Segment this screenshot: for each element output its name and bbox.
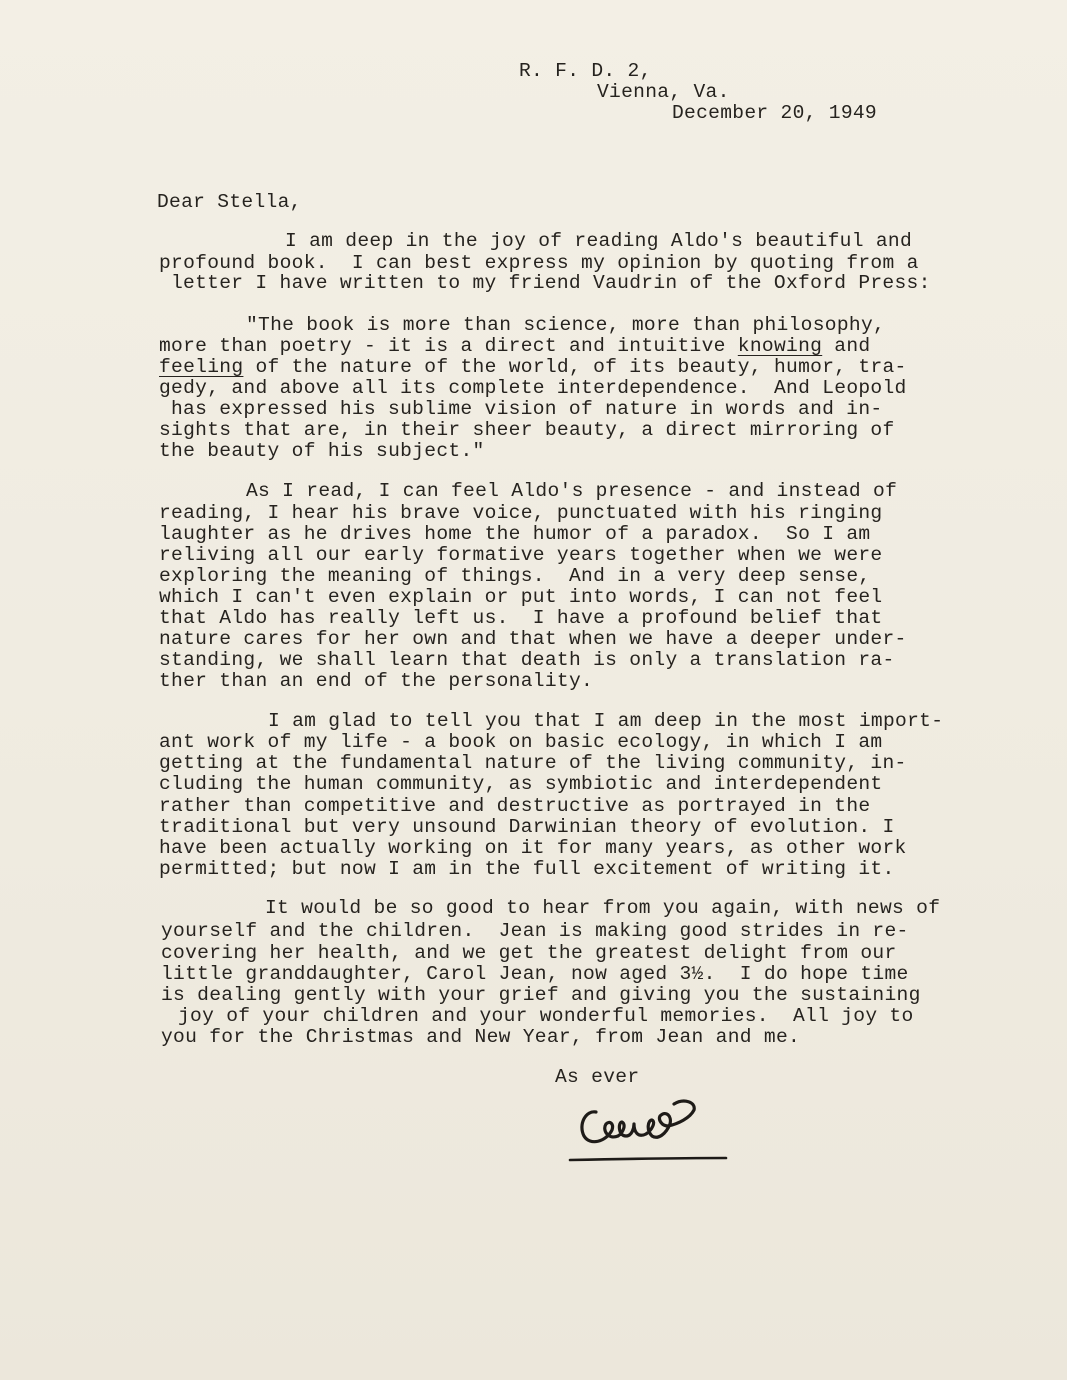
address-line-1: R. F. D. 2, bbox=[519, 60, 652, 82]
body-line: ant work of my life - a book on basic ecology, in which I am bbox=[159, 731, 883, 753]
quote-text: more than poetry - it is a direct and intuitive bbox=[159, 335, 738, 357]
body-line: reading, I hear his brave voice, punctuated with his ringing bbox=[159, 502, 883, 524]
body-line: cluding the human community, as symbiotic and interdependent bbox=[159, 773, 883, 795]
handwritten-signature bbox=[560, 1080, 750, 1180]
quote-line: gedy, and above all its complete interdependence. And Leopold bbox=[159, 377, 907, 399]
body-line: ther than an end of the personality. bbox=[159, 670, 594, 692]
body-line: getting at the fundamental nature of the living community, in- bbox=[159, 752, 907, 774]
body-line: reliving all our early formative years together when we were bbox=[159, 544, 883, 566]
body-line: is dealing gently with your grief and giving you the sustaining bbox=[161, 984, 921, 1006]
body-line: rather than competitive and destructive as portrayed in the bbox=[159, 795, 871, 817]
body-line: you for the Christmas and New Year, from Jean and me. bbox=[161, 1026, 801, 1048]
body-line: As I read, I can feel Aldo's presence - and instead of bbox=[246, 480, 898, 502]
underlined-word-knowing: knowing bbox=[737, 335, 823, 357]
body-line: standing, we shall learn that death is only a translation ra- bbox=[159, 649, 895, 671]
body-line: nature cares for her own and that when we have a deeper under- bbox=[159, 628, 907, 650]
body-line: profound book. I can best express my opinion by quoting from a bbox=[159, 252, 919, 274]
letter-date: December 20, 1949 bbox=[672, 102, 877, 124]
body-line: I am deep in the joy of reading Aldo's beautiful and bbox=[285, 230, 913, 252]
quote-line: sights that are, in their sheer beauty, a direct mirroring of bbox=[159, 419, 895, 441]
body-line: letter I have written to my friend Vaudrin of the Oxford Press: bbox=[171, 272, 931, 294]
body-line: laughter as he drives home the humor of a paradox. So I am bbox=[159, 523, 871, 545]
underlined-word-feeling: feeling bbox=[159, 356, 244, 378]
body-line: covering her health, and we get the greatest delight from our bbox=[161, 942, 897, 964]
body-line: little granddaughter, Carol Jean, now aged 3½. I do hope time bbox=[161, 963, 909, 985]
body-line: which I can't even explain or put into words, I can not feel bbox=[159, 586, 883, 608]
salutation: Dear Stella, bbox=[157, 191, 302, 213]
quote-text: of the nature of the world, of its beauty, humor, tra- bbox=[243, 356, 907, 378]
quote-text: and bbox=[822, 335, 871, 357]
address-line-2: Vienna, Va. bbox=[597, 81, 730, 103]
quote-line: "The book is more than science, more than philosophy, bbox=[246, 314, 886, 336]
quote-line bbox=[159, 337, 870, 357]
body-line: exploring the meaning of things. And in a very deep sense, bbox=[159, 565, 871, 587]
body-line: joy of your children and your wonderful memories. All joy to bbox=[178, 1005, 914, 1027]
body-line: have been actually working on it for many years, as other work bbox=[159, 837, 907, 859]
body-line: It would be so good to hear from you again, with news of bbox=[265, 897, 941, 919]
quote-line bbox=[159, 358, 907, 378]
body-line: traditional but very unsound Darwinian theory of evolution. I bbox=[159, 816, 895, 838]
closing: As ever bbox=[555, 1066, 640, 1088]
body-line: yourself and the children. Jean is making good strides in re- bbox=[161, 920, 909, 942]
body-line: permitted; but now I am in the full excitement of writing it. bbox=[159, 858, 895, 880]
quote-line: has expressed his sublime vision of nature in words and in- bbox=[171, 398, 883, 420]
body-line: I am glad to tell you that I am deep in the most import- bbox=[268, 710, 944, 732]
body-line: that Aldo has really left us. I have a profound belief that bbox=[159, 607, 883, 629]
quote-line: the beauty of his subject." bbox=[159, 440, 485, 462]
